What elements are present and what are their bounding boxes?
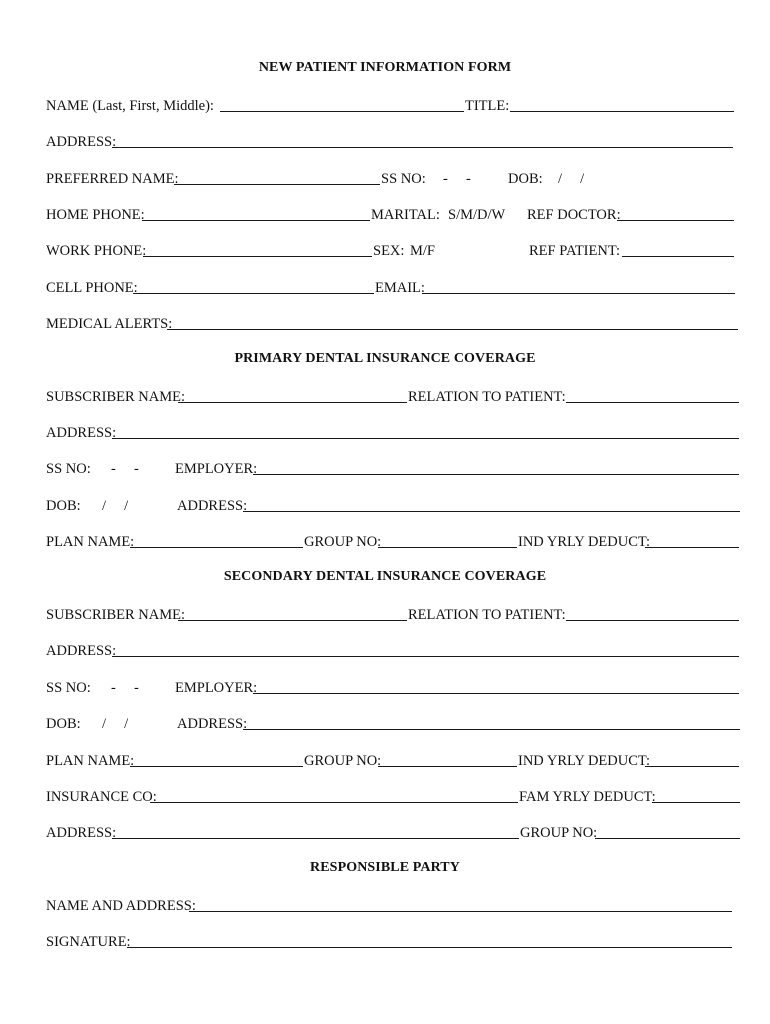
medical-alerts-label: MEDICAL ALERTS: (46, 316, 173, 332)
primary-ss-no-label: SS NO: (46, 461, 91, 477)
name-and-address-label: NAME AND ADDRESS: (46, 898, 196, 914)
preferred-name-row (0, 170, 770, 192)
cell-phone-field[interactable] (133, 293, 374, 294)
primary-address-row (0, 424, 770, 446)
insurance-group-no-label: GROUP NO: (520, 825, 598, 841)
secondary-ind-yrly-deduct-field[interactable] (645, 766, 739, 767)
secondary-employer-address-label: ADDRESS: (177, 716, 248, 732)
secondary-plan-row (0, 752, 770, 774)
primary-dob-label: DOB: (46, 498, 81, 514)
insurance-address-label: ADDRESS: (46, 825, 117, 841)
primary-address-label: ADDRESS: (46, 425, 117, 441)
secondary-dob-address-row (0, 715, 770, 737)
signature-row (0, 933, 770, 955)
secondary-ss-employer-row (0, 679, 770, 701)
primary-relation-field[interactable] (566, 402, 739, 403)
dob-slashes: / / (558, 171, 585, 187)
marital-label: MARITAL: (371, 207, 440, 223)
insurance-address-row (0, 824, 770, 846)
secondary-employer-label: EMPLOYER: (175, 680, 258, 696)
cell-phone-row (0, 279, 770, 301)
preferred-name-label: PREFERRED NAME: (46, 171, 179, 187)
signature-field[interactable] (127, 947, 732, 948)
secondary-employer-field[interactable] (253, 693, 739, 694)
insurance-co-field[interactable] (150, 802, 518, 803)
secondary-address-row (0, 642, 770, 664)
primary-ind-yrly-deduct-field[interactable] (645, 547, 739, 548)
secondary-ss-no-dashes: - - (111, 680, 139, 696)
secondary-group-no-field[interactable] (378, 766, 517, 767)
responsible-party-heading: RESPONSIBLE PARTY (310, 860, 460, 875)
secondary-ind-yrly-deduct-label: IND YRLY DEDUCT: (518, 753, 651, 769)
primary-dob-slashes: / / (102, 498, 129, 514)
primary-plan-row (0, 533, 770, 555)
work-phone-label: WORK PHONE: (46, 243, 147, 259)
cell-phone-label: CELL PHONE: (46, 280, 138, 296)
primary-ss-employer-row (0, 460, 770, 482)
secondary-subscriber-name-label: SUBSCRIBER NAME: (46, 607, 185, 623)
primary-employer-address-field[interactable] (243, 511, 740, 512)
primary-subscriber-name-label: SUBSCRIBER NAME: (46, 389, 185, 405)
fam-yrly-deduct-field[interactable] (652, 802, 740, 803)
secondary-address-field[interactable] (112, 656, 739, 657)
medical-alerts-row (0, 315, 770, 337)
primary-group-no-label: GROUP NO: (304, 534, 382, 550)
ref-patient-label: REF PATIENT: (529, 243, 620, 259)
primary-ind-yrly-deduct-label: IND YRLY DEDUCT: (518, 534, 651, 550)
primary-employer-field[interactable] (253, 474, 739, 475)
fam-yrly-deduct-label: FAM YRLY DEDUCT: (519, 789, 656, 805)
primary-group-no-field[interactable] (378, 547, 517, 548)
medical-alerts-field[interactable] (167, 329, 738, 330)
primary-dob-address-row (0, 497, 770, 519)
secondary-subscriber-name-field[interactable] (178, 620, 407, 621)
secondary-subscriber-row (0, 606, 770, 628)
work-phone-field[interactable] (143, 256, 372, 257)
ref-doctor-label: REF DOCTOR: (527, 207, 621, 223)
marital-options: S/M/D/W (448, 207, 506, 223)
secondary-insurance-heading: SECONDARY DENTAL INSURANCE COVERAGE (223, 569, 547, 584)
primary-employer-label: EMPLOYER: (175, 461, 258, 477)
secondary-relation-label: RELATION TO PATIENT: (408, 607, 566, 623)
secondary-ss-no-label: SS NO: (46, 680, 91, 696)
title-field[interactable] (510, 111, 734, 112)
name-and-address-field[interactable] (189, 911, 732, 912)
primary-employer-address-label: ADDRESS: (177, 498, 248, 514)
dob-label: DOB: (508, 171, 543, 187)
sex-label: SEX: (373, 243, 405, 259)
home-phone-label: HOME PHONE: (46, 207, 145, 223)
work-phone-row (0, 242, 770, 264)
secondary-relation-field[interactable] (566, 620, 739, 621)
primary-subscriber-name-field[interactable] (178, 402, 407, 403)
title-label: TITLE: (465, 98, 510, 114)
name-title-row (0, 97, 770, 119)
primary-insurance-heading: PRIMARY DENTAL INSURANCE COVERAGE (234, 351, 536, 366)
ss-no-dashes: - - (443, 171, 471, 187)
home-phone-row (0, 206, 770, 228)
secondary-dob-label: DOB: (46, 716, 81, 732)
address-label: ADDRESS: (46, 134, 117, 150)
primary-relation-label: RELATION TO PATIENT: (408, 389, 566, 405)
preferred-name-field[interactable] (174, 184, 380, 185)
secondary-address-label: ADDRESS: (46, 643, 117, 659)
secondary-dob-slashes: / / (102, 716, 129, 732)
insurance-co-row (0, 788, 770, 810)
secondary-group-no-label: GROUP NO: (304, 753, 382, 769)
secondary-plan-name-label: PLAN NAME: (46, 753, 135, 769)
name-and-address-row (0, 897, 770, 919)
form-title: NEW PATIENT INFORMATION FORM (258, 60, 512, 75)
name-field[interactable] (220, 111, 464, 112)
address-field[interactable] (112, 147, 733, 148)
primary-address-field[interactable] (112, 438, 739, 439)
address-row (0, 133, 770, 155)
home-phone-field[interactable] (142, 220, 370, 221)
email-label: EMAIL: (375, 280, 425, 296)
name-label: NAME (Last, First, Middle): (46, 98, 214, 114)
primary-plan-name-field[interactable] (130, 547, 303, 548)
signature-label: SIGNATURE: (46, 934, 131, 950)
sex-options: M/F (410, 243, 435, 259)
insurance-group-no-field[interactable] (595, 838, 740, 839)
insurance-co-label: INSURANCE CO: (46, 789, 157, 805)
primary-subscriber-row (0, 388, 770, 410)
ref-doctor-field[interactable] (617, 220, 734, 221)
insurance-address-field[interactable] (112, 838, 519, 839)
primary-plan-name-label: PLAN NAME: (46, 534, 135, 550)
ss-no-label: SS NO: (381, 171, 426, 187)
secondary-employer-address-field[interactable] (243, 729, 740, 730)
primary-ss-no-dashes: - - (111, 461, 139, 477)
email-field[interactable] (422, 293, 735, 294)
ref-patient-field[interactable] (622, 256, 734, 257)
secondary-plan-name-field[interactable] (130, 766, 303, 767)
